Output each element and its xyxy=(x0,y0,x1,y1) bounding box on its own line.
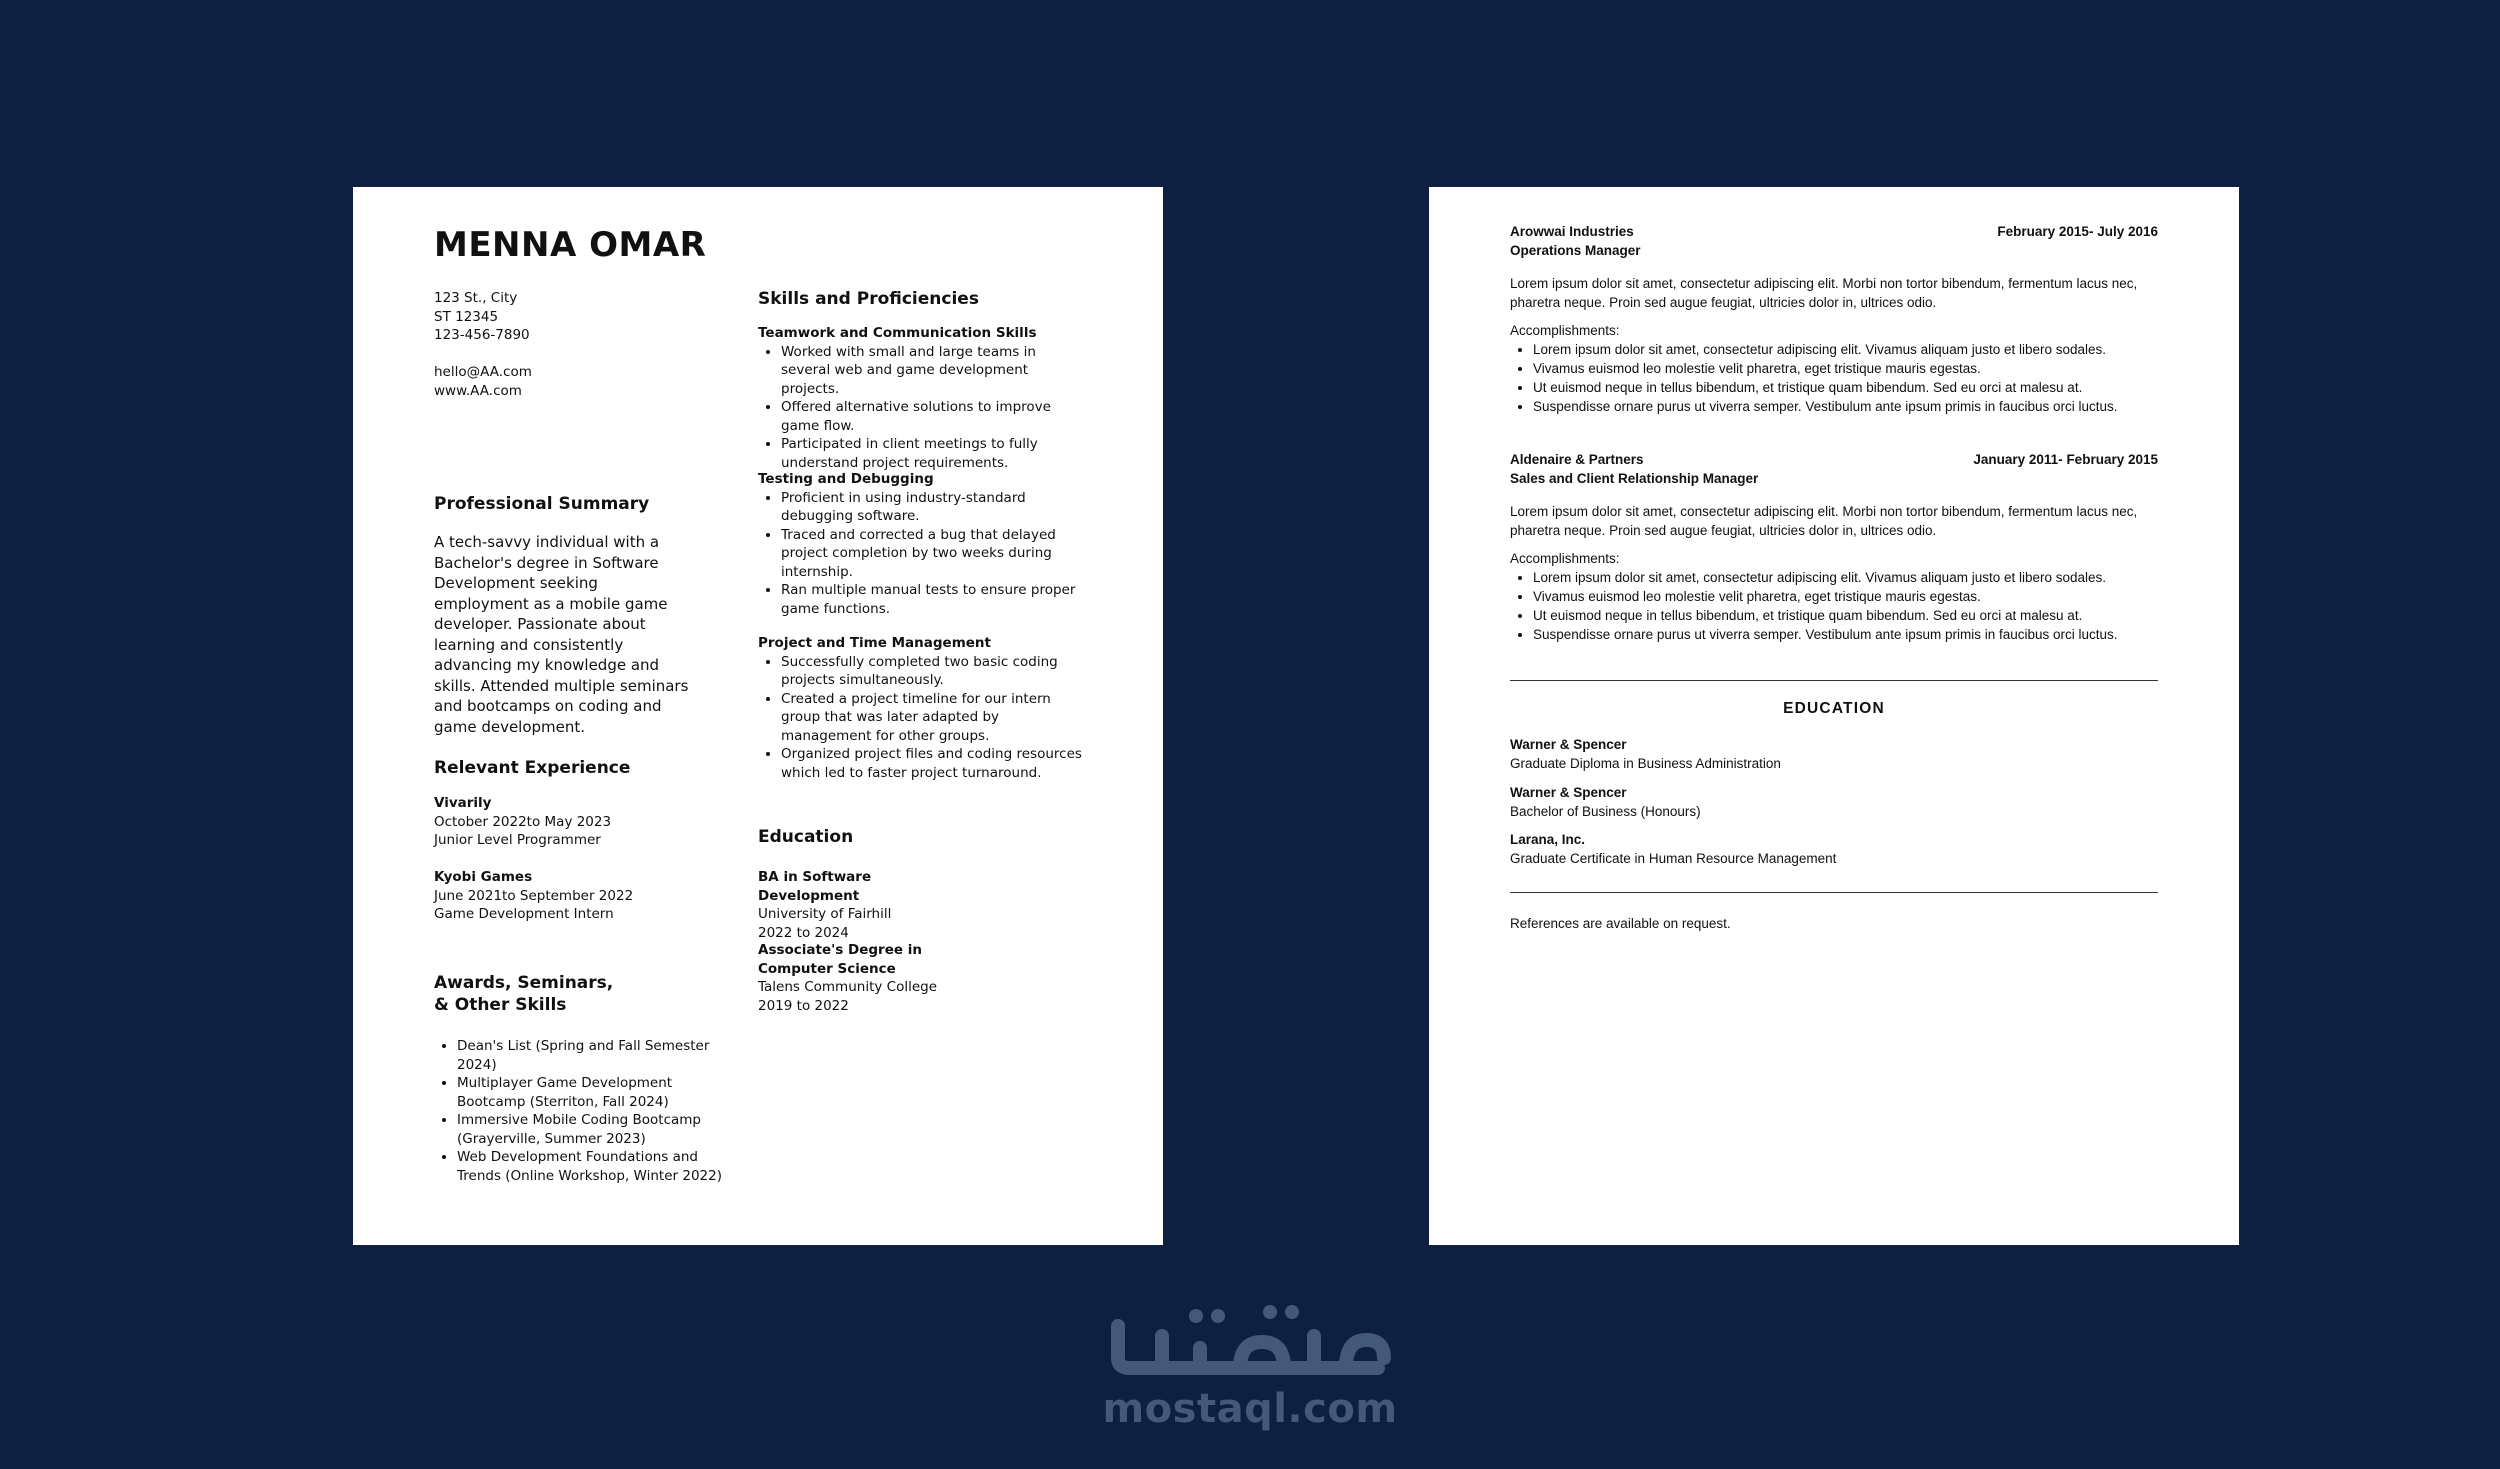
skill-group xyxy=(758,324,1088,472)
skill-group-title: Teamwork and Communication Skills xyxy=(758,325,1037,341)
experience-role: Game Development Intern xyxy=(434,906,614,922)
job-header xyxy=(1510,450,2158,469)
summary-heading: Professional Summary xyxy=(434,494,650,514)
section-divider xyxy=(1510,680,2158,681)
education-degree: Associate's Degree in xyxy=(758,942,922,958)
skill-item: • Offered alternative solutions to improve game flow. xyxy=(781,398,1088,435)
experience-item xyxy=(434,794,611,850)
education-degree: Bachelor of Business (Honours) xyxy=(1510,804,1701,819)
skill-item: • Participated in client meetings to fully understand project requirements. xyxy=(781,435,1088,472)
award-item: • Multiplayer Game Development Bootcamp (Sterriton, Fall 2024) xyxy=(457,1074,727,1111)
accomplishments-list xyxy=(1510,340,2158,416)
experience-role: Junior Level Programmer xyxy=(434,832,601,848)
email: hello@AA.com xyxy=(434,364,532,380)
experience-dates: June 2021to September 2022 xyxy=(434,887,634,904)
education-heading: EDUCATION xyxy=(1783,700,1885,717)
skill-group-title: Testing and Debugging xyxy=(758,471,934,487)
education-school: Talens Community College xyxy=(758,979,938,995)
skills-heading: Skills and Proficiencies xyxy=(758,289,979,309)
job-description: Lorem ipsum dolor sit amet, consectetur adipiscing elit. Morbi non tortor bibendum, fermentum lacus nec, pharetra neque. Proin sed augue feugiat, ultricies dolor in, ultrices odio. xyxy=(1510,276,2138,310)
job-company: Aldenaire & Partners xyxy=(1510,452,1644,467)
address-line-1: 123 St., City xyxy=(434,290,518,306)
skill-list xyxy=(758,653,1088,783)
job-company: Arowwai Industries xyxy=(1510,224,1634,239)
job-dates: January 2011- February 2015 xyxy=(1973,452,2158,467)
awards-heading-line-1: Awards, Seminars, xyxy=(434,973,614,993)
accomplishments-label: Accomplishments: xyxy=(1510,551,1620,566)
skill-group-title: Project and Time Management xyxy=(758,635,991,651)
education-item xyxy=(758,941,958,1015)
experience-item xyxy=(434,868,633,924)
accomplishment-item: • Lorem ipsum dolor sit amet, consectetur adipiscing elit. Vivamus aliquam justo et libero sodales. xyxy=(1533,340,2158,359)
experience-company: Kyobi Games xyxy=(434,869,533,885)
education-school: Larana, Inc. xyxy=(1510,832,1586,847)
accomplishments-list xyxy=(1510,568,2158,644)
award-item: • Web Development Foundations and Trends (Online Workshop, Winter 2022) xyxy=(457,1148,727,1185)
skill-item: • Successfully completed two basic coding projects simultaneously. xyxy=(781,653,1088,690)
job-role: Sales and Client Relationship Manager xyxy=(1510,471,1759,486)
education-years: 2019 to 2022 xyxy=(758,997,849,1014)
skill-list xyxy=(758,489,1088,619)
resume-name: MENNA OMAR xyxy=(434,225,707,265)
skill-item: • Proficient in using industry-standard debugging software. xyxy=(781,489,1088,526)
accomplishment-item: • Suspendisse ornare purus ut viverra semper. Vestibulum ante ipsum primis in faucibus orci luctus. xyxy=(1533,625,2158,644)
summary-text: A tech-savvy individual with a Bachelor's degree in Software Development seeking employment as a mobile game developer. Passionate about learning and consistently advancing my knowledge and skills. Attended multiple seminars and bootcamps on coding and game development. xyxy=(434,533,689,736)
job-entry xyxy=(1510,222,2158,416)
accomplishment-item: • Lorem ipsum dolor sit amet, consectetur adipiscing elit. Vivamus aliquam justo et libero sodales. xyxy=(1533,568,2158,587)
job-dates: February 2015- July 2016 xyxy=(1997,224,2158,239)
skill-item: • Ran multiple manual tests to ensure proper game functions. xyxy=(781,581,1088,618)
skill-item: • Created a project timeline for our intern group that was later adapted by management for other groups. xyxy=(781,690,1088,746)
section-divider xyxy=(1510,892,2158,893)
skill-item: • Worked with small and large teams in several web and game development projects. xyxy=(781,343,1088,399)
references-note: References are available on request. xyxy=(1510,916,1731,931)
mostaql-wordmark: mostaql.com xyxy=(1102,1386,1398,1432)
skill-list xyxy=(758,343,1088,473)
education-years: 2022 to 2024 xyxy=(758,924,849,941)
accomplishment-item: • Suspendisse ornare purus ut viverra semper. Vestibulum ante ipsum primis in faucibus orci luctus. xyxy=(1533,397,2158,416)
experience-dates: October 2022to May 2023 xyxy=(434,813,612,830)
accomplishment-item: • Vivamus euismod leo molestie velit pharetra, eget tristique mauris egestas. xyxy=(1533,587,2158,606)
accomplishment-item: • Vivamus euismod leo molestie velit pharetra, eget tristique mauris egestas. xyxy=(1533,359,2158,378)
mostaql-logo xyxy=(1100,1296,1400,1382)
address-line-2: ST 12345 xyxy=(434,308,499,325)
award-item: • Immersive Mobile Coding Bootcamp (Grayerville, Summer 2023) xyxy=(457,1111,727,1148)
award-item: • Dean's List (Spring and Fall Semester 2024) xyxy=(457,1037,727,1074)
accomplishments-label: Accomplishments: xyxy=(1510,323,1620,338)
education-item xyxy=(758,868,958,942)
job-description: Lorem ipsum dolor sit amet, consectetur adipiscing elit. Morbi non tortor bibendum, fermentum lacus nec, pharetra neque. Proin sed augue feugiat, ultricies dolor in, ultrices odio. xyxy=(1510,504,2138,538)
phone: 123-456-7890 xyxy=(434,327,530,343)
experience-heading: Relevant Experience xyxy=(434,758,631,778)
website: www.AA.com xyxy=(434,382,522,399)
education-degree-line-2: Computer Science xyxy=(758,960,896,977)
contact-block xyxy=(434,289,532,400)
education-school: Warner & Spencer xyxy=(1510,785,1627,800)
education-heading: Education xyxy=(758,827,854,847)
job-role: Operations Manager xyxy=(1510,243,1641,258)
awards-heading xyxy=(434,972,634,1016)
resume-page-2 xyxy=(1429,187,2239,1245)
education-degree: BA in Software Development xyxy=(758,869,872,904)
skill-group xyxy=(758,634,1088,782)
experience-company: Vivarily xyxy=(434,795,492,811)
accomplishment-item: • Ut euismod neque in tellus bibendum, et tristique quam bibendum. Sed eu orci at malesu at. xyxy=(1533,606,2158,625)
awards-list xyxy=(434,1037,727,1185)
accomplishment-item: • Ut euismod neque in tellus bibendum, et tristique quam bibendum. Sed eu orci at malesu at. xyxy=(1533,378,2158,397)
education-entry xyxy=(1510,830,2158,868)
skill-item: • Traced and corrected a bug that delayed project completion by two weeks during internship. xyxy=(781,526,1088,582)
resume-page-1 xyxy=(353,187,1163,1245)
skill-item: • Organized project files and coding resources which led to faster project turnaround. xyxy=(781,745,1088,782)
education-degree: Graduate Certificate in Human Resource Management xyxy=(1510,851,1837,866)
education-entry xyxy=(1510,735,2158,773)
skill-group xyxy=(758,470,1088,618)
awards-heading-line-2: & Other Skills xyxy=(434,995,567,1015)
education-school: Warner & Spencer xyxy=(1510,737,1627,752)
education-entry xyxy=(1510,783,2158,821)
job-header xyxy=(1510,222,2158,241)
education-school: University of Fairhill xyxy=(758,906,892,922)
job-entry xyxy=(1510,450,2158,644)
education-degree: Graduate Diploma in Business Administration xyxy=(1510,756,1781,771)
